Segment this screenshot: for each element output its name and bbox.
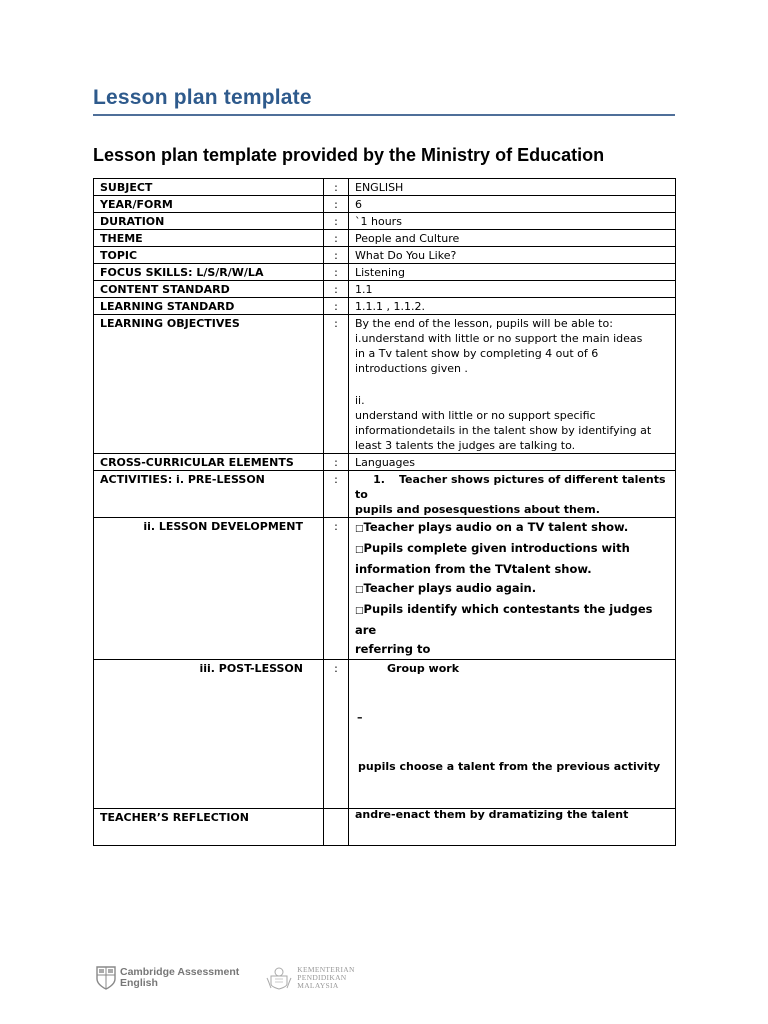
row-separator: : [324,196,349,213]
cambridge-text-line: English [120,977,158,989]
row-separator: : [324,454,349,471]
objective-line: in a Tv talent show by completing 4 out of 6 [355,347,599,360]
post-lesson-line: Group work [387,662,460,675]
pre-lesson-line: pupils and posesquestions about them. [355,503,600,516]
row-label-cross-curricular: CROSS-CURRICULAR ELEMENTS [94,454,324,471]
ministry-logo [265,966,354,990]
ministry-wordmark [297,966,354,990]
pre-lesson-line [355,472,669,502]
table-row [94,196,676,213]
row-separator-empty [324,809,349,846]
objective-line: understand with little or no support specific [355,409,596,422]
title-divider [93,114,675,116]
row-label-theme: THEME [94,230,324,247]
row-separator: : [324,660,349,809]
row-label-post-lesson: iii. POST-LESSON [94,660,324,809]
box-bullet-icon: □ [355,585,364,595]
row-separator: : [324,315,349,454]
objective-line: least 3 talents the judges are talking to. [355,439,576,452]
row-label-learning-objectives: LEARNING OBJECTIVES [94,315,324,454]
development-item [355,518,669,539]
ministry-text-line: KEMENTERIAN [297,965,355,974]
box-bullet-icon: □ [355,524,364,534]
ministry-text-line: PENDIDIKAN [297,973,347,982]
row-label-topic: TOPIC [94,247,324,264]
row-separator: : [324,179,349,196]
development-item [355,600,669,640]
cambridge-wordmark [120,967,239,989]
development-item [355,539,669,560]
row-value-learning-objectives [349,315,676,454]
row-value-theme: People and Culture [349,230,676,247]
row-separator: : [324,281,349,298]
row-value-topic: What Do You Like? [349,247,676,264]
row-separator: : [324,213,349,230]
row-value-lesson-development [349,518,676,660]
table-row [94,315,676,454]
objective-line: informationdetails in the talent show by identifying at [355,424,652,437]
row-separator: : [324,247,349,264]
objective-line: ii. [355,394,365,407]
objective-line: i.understand with little or no support the main ideas [355,332,643,345]
table-row [94,281,676,298]
row-separator: : [324,518,349,660]
row-label-teacher-reflection: TEACHER’S REFLECTION [94,809,324,846]
row-separator: : [324,471,349,518]
blank-line [355,376,669,393]
post-lesson-line: andre-enact them by dramatizing the talent [355,808,629,821]
row-value-content-standard: 1.1 [349,281,676,298]
table-row [94,518,676,660]
table-row [94,660,676,809]
table-row [94,213,676,230]
development-text: Teacher plays audio on a TV talent show. [363,520,629,534]
development-item [355,579,669,600]
row-label-year-form: YEAR/FORM [94,196,324,213]
development-text: Teacher plays audio again. [363,581,537,595]
row-label-pre-lesson: ACTIVITIES: i. PRE-LESSON [94,471,324,518]
page-subtitle: Lesson plan template provided by the Ministry of Education [93,145,605,165]
row-value-post-lesson [349,660,676,821]
table-row [94,298,676,315]
malaysia-coat-of-arms-icon [265,966,293,990]
box-bullet-icon: □ [355,545,364,555]
page-title: Lesson plan template [93,86,312,109]
table-row [94,179,676,196]
row-separator: : [324,298,349,315]
cambridge-text-line: Cambridge Assessment [120,966,240,978]
development-text: Pupils identify which contestants the judges are [355,602,653,637]
lesson-plan-table [93,178,676,846]
ministry-text-line: MALAYSIA [297,981,339,990]
row-label-content-standard: CONTENT STANDARD [94,281,324,298]
list-number: 1. [373,473,385,486]
row-label-duration: DURATION [94,213,324,230]
table-row [94,230,676,247]
pre-lesson-text: Teacher shows pictures of different talents to [355,473,666,501]
development-continuation: information from the TVtalent show. [355,562,592,576]
cambridge-logo [96,966,239,990]
objective-line: By the end of the lesson, pupils will be able to: [355,317,613,330]
row-value-year-form: 6 [349,196,676,213]
row-value-focus-skills: Listening [349,264,676,281]
development-continuation: referring to [355,642,431,656]
development-text: Pupils complete given introductions with [363,541,630,555]
row-value-duration: `1 hours [349,213,676,230]
box-bullet-icon: □ [355,606,364,616]
footer-logos [96,966,355,990]
row-value-cross-curricular: Languages [349,454,676,471]
table-row [94,454,676,471]
table-row [94,247,676,264]
table-row [94,471,676,518]
row-label-focus-skills: FOCUS SKILLS: L/S/R/W/LA [94,264,324,281]
row-separator: : [324,264,349,281]
row-value-subject: ENGLISH [349,179,676,196]
objective-line: introductions given . [355,362,468,375]
row-value-learning-standard: 1.1.1 , 1.1.2. [349,298,676,315]
row-label-learning-standard: LEARNING STANDARD [94,298,324,315]
post-lesson-line: – [357,711,363,724]
row-label-lesson-development: ii. LESSON DEVELOPMENT [94,518,324,660]
post-lesson-line: pupils choose a talent from the previous activity [358,760,661,773]
row-separator: : [324,230,349,247]
cambridge-shield-icon [96,966,116,990]
row-value-pre-lesson [349,471,676,518]
table-row [94,264,676,281]
row-label-subject: SUBJECT [94,179,324,196]
